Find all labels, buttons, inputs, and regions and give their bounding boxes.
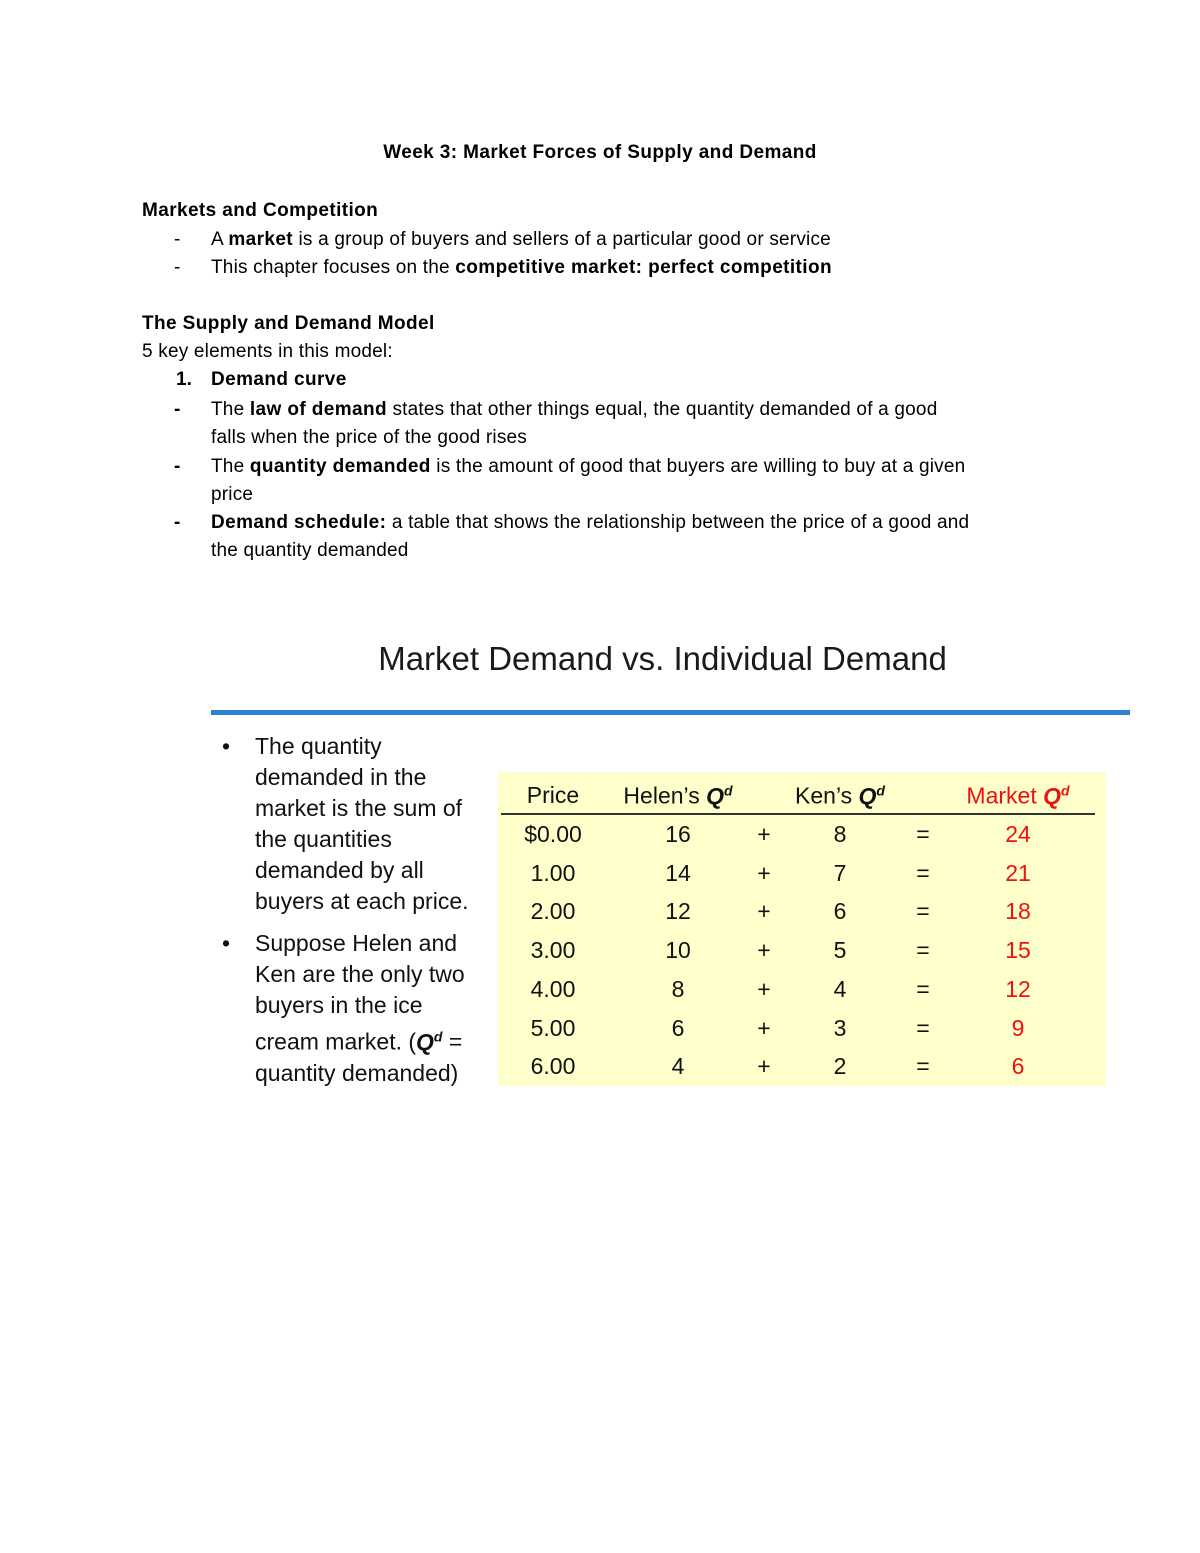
cell-eq: = <box>916 975 930 1002</box>
page-title: Week 3: Market Forces of Supply and Demand <box>383 142 817 163</box>
market-definition: A market is a group of buyers and sellers of a particular good or service <box>211 229 831 250</box>
header-ken: Ken’s $Q^d$ <box>795 782 885 809</box>
cell-plus: + <box>757 859 771 886</box>
cell-helen: 6 <box>671 1014 685 1041</box>
cell-eq: = <box>916 859 930 886</box>
cell-price: 4.00 <box>530 975 576 1002</box>
cell-ken: 5 <box>833 937 847 964</box>
cell-ken: 7 <box>833 859 847 886</box>
dash-bullet: - <box>174 229 181 250</box>
dash-bullet: - <box>174 399 181 420</box>
cell-plus: + <box>757 975 771 1002</box>
cell-ken: 6 <box>833 898 847 925</box>
slide-bullet-2: • Suppose Helen and Ken are the only two buyers in the ice cream market. ($Q^d$ = quantity demanded) <box>222 930 465 1086</box>
cell-ken: 3 <box>833 1014 847 1041</box>
cell-ken: 4 <box>833 975 847 1002</box>
cell-plus: + <box>757 1053 771 1080</box>
cell-market: 9 <box>1011 1014 1025 1041</box>
header-price: Price <box>526 782 580 808</box>
cell-eq: = <box>916 1014 930 1041</box>
demand-schedule-table <box>498 772 1106 1086</box>
cell-market: 18 <box>1005 898 1031 925</box>
cell-market: 12 <box>1005 975 1031 1002</box>
dash-bullet: - <box>174 257 181 278</box>
demand-curve-label: Demand curve <box>211 369 347 390</box>
cell-helen: 14 <box>665 859 691 886</box>
cell-price: 3.00 <box>530 937 576 964</box>
table-header <box>498 772 1106 816</box>
cell-eq: = <box>916 898 930 925</box>
slide-bullets <box>222 731 482 1100</box>
dash-bullet: - <box>174 456 181 477</box>
cell-market: 6 <box>1011 1053 1025 1080</box>
model-intro: 5 key elements in this model: <box>142 341 393 362</box>
cell-price: 6.00 <box>530 1053 576 1080</box>
cell-helen: 16 <box>665 821 691 847</box>
cell-ken: 8 <box>833 821 847 847</box>
slide-bullet-1: • The quantity demanded in the market is the sum of the quantities demanded by all buyers at each price. <box>222 733 469 914</box>
cell-price: $0.00 <box>524 821 582 847</box>
cell-price: 1.00 <box>530 859 576 886</box>
cell-eq: = <box>916 1053 930 1080</box>
cell-ken: 2 <box>833 1053 847 1080</box>
chapter-focus: This chapter focuses on the competitive market: perfect competition <box>211 257 832 278</box>
header-underline <box>501 813 1095 815</box>
cell-market: 15 <box>1005 937 1031 964</box>
cell-helen: 4 <box>671 1053 685 1080</box>
cell-plus: + <box>757 937 771 964</box>
cell-helen: 10 <box>665 937 691 964</box>
demand-schedule: Demand schedule: a table that shows the relationship between the price of a good and the quantity demanded <box>211 512 970 561</box>
numbered-marker: 1. <box>176 369 192 390</box>
cell-market: 21 <box>1005 859 1031 886</box>
quantity-demanded: The quantity demanded is the amount of good that buyers are willing to buy at a given price <box>211 456 966 505</box>
cell-eq: = <box>916 821 930 847</box>
cell-price: 2.00 <box>530 898 576 925</box>
cell-price: 5.00 <box>530 1014 576 1041</box>
cell-eq: = <box>916 937 930 964</box>
section-heading-markets: Markets and Competition <box>142 200 379 221</box>
cell-plus: + <box>757 898 771 925</box>
cell-helen: 8 <box>671 975 685 1002</box>
header-helen: Helen’s $Q^d$ <box>623 782 733 809</box>
dash-bullet: - <box>174 512 181 533</box>
bullet-dot-icon: • <box>222 733 231 759</box>
section-heading-model: The Supply and Demand Model <box>142 313 435 334</box>
bullet-dot-icon: • <box>222 930 231 956</box>
cell-helen: 12 <box>665 898 691 925</box>
law-of-demand: The law of demand states that other things equal, the quantity demanded of a good falls when the price of the good rises <box>211 399 938 448</box>
header-market: Market $Q^d$ <box>966 782 1070 809</box>
cell-market: 24 <box>1005 821 1031 847</box>
slide-divider <box>211 710 1130 715</box>
cell-plus: + <box>757 1014 771 1041</box>
slide-title: Market Demand vs. Individual Demand <box>378 640 947 677</box>
cell-plus: + <box>757 821 771 847</box>
